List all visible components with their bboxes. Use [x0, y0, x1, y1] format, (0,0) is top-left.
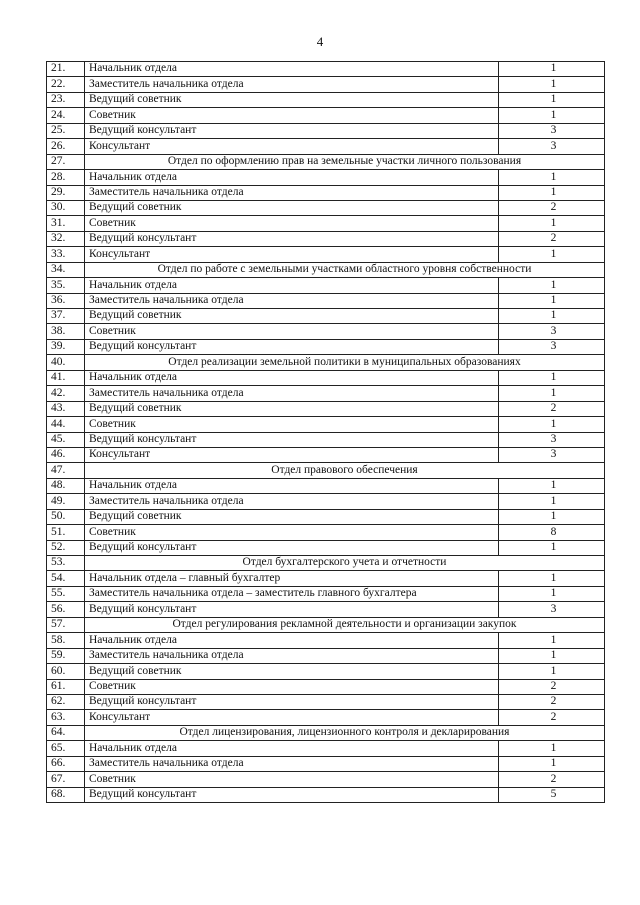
- department-name: Отдел бухгалтерского учета и отчетности: [85, 556, 605, 571]
- position-title: Начальник отдела: [85, 633, 499, 648]
- staff-count: 1: [499, 571, 605, 586]
- row-number: 23.: [47, 92, 85, 107]
- table-row: [47, 540, 605, 555]
- staff-count: 1: [499, 247, 605, 262]
- staff-count: 3: [499, 324, 605, 339]
- department-row: [47, 725, 605, 740]
- row-number: 51.: [47, 525, 85, 540]
- row-number: 54.: [47, 571, 85, 586]
- row-number: 36.: [47, 293, 85, 308]
- position-title: Ведущий консультант: [85, 787, 499, 802]
- row-number: 41.: [47, 370, 85, 385]
- position-title: Ведущий консультант: [85, 339, 499, 354]
- position-title: Ведущий консультант: [85, 123, 499, 138]
- table-row: [47, 123, 605, 138]
- table-row: [47, 339, 605, 354]
- table-row: [47, 62, 605, 77]
- staff-count: 2: [499, 679, 605, 694]
- staff-count: 3: [499, 602, 605, 617]
- table-row: [47, 324, 605, 339]
- row-number: 60.: [47, 664, 85, 679]
- position-title: Ведущий советник: [85, 664, 499, 679]
- staff-count: 1: [499, 185, 605, 200]
- staff-count: 1: [499, 756, 605, 771]
- staff-count: 2: [499, 231, 605, 246]
- staff-count: 5: [499, 787, 605, 802]
- row-number: 38.: [47, 324, 85, 339]
- table-row: [47, 139, 605, 154]
- row-number: 61.: [47, 679, 85, 694]
- position-title: Советник: [85, 772, 499, 787]
- staff-count: 3: [499, 139, 605, 154]
- row-number: 65.: [47, 741, 85, 756]
- table-row: [47, 278, 605, 293]
- position-title: Ведущий консультант: [85, 602, 499, 617]
- table-row: [47, 447, 605, 462]
- row-number: 39.: [47, 339, 85, 354]
- position-title: Заместитель начальника отдела – заместитель главного бухгалтера: [85, 586, 499, 601]
- table-row: [47, 571, 605, 586]
- position-title: Советник: [85, 324, 499, 339]
- position-title: Ведущий консультант: [85, 694, 499, 709]
- staff-count: 1: [499, 92, 605, 107]
- staff-count: 3: [499, 432, 605, 447]
- staff-count: 1: [499, 648, 605, 663]
- row-number: 40.: [47, 355, 85, 370]
- staff-count: 1: [499, 278, 605, 293]
- position-title: Консультант: [85, 447, 499, 462]
- row-number: 31.: [47, 216, 85, 231]
- department-row: [47, 355, 605, 370]
- table-row: [47, 525, 605, 540]
- staff-count: 3: [499, 447, 605, 462]
- table-row: [47, 293, 605, 308]
- row-number: 64.: [47, 725, 85, 740]
- table-row: [47, 679, 605, 694]
- staff-count: 1: [499, 478, 605, 493]
- table-row: [47, 648, 605, 663]
- department-row: [47, 617, 605, 632]
- table-row: [47, 664, 605, 679]
- table-row: [47, 710, 605, 725]
- row-number: 22.: [47, 77, 85, 92]
- row-number: 27.: [47, 154, 85, 169]
- position-title: Консультант: [85, 710, 499, 725]
- position-title: Консультант: [85, 247, 499, 262]
- row-number: 35.: [47, 278, 85, 293]
- position-title: Ведущий советник: [85, 401, 499, 416]
- position-title: Ведущий советник: [85, 309, 499, 324]
- position-title: Заместитель начальника отдела: [85, 386, 499, 401]
- position-title: Заместитель начальника отдела: [85, 494, 499, 509]
- department-name: Отдел реализации земельной политики в муниципальных образованиях: [85, 355, 605, 370]
- department-name: Отдел по оформлению прав на земельные участки личного пользования: [85, 154, 605, 169]
- row-number: 63.: [47, 710, 85, 725]
- table-row: [47, 478, 605, 493]
- position-title: Заместитель начальника отдела: [85, 185, 499, 200]
- staff-count: 2: [499, 772, 605, 787]
- row-number: 46.: [47, 447, 85, 462]
- row-number: 33.: [47, 247, 85, 262]
- staff-count: 1: [499, 494, 605, 509]
- table-row: [47, 185, 605, 200]
- department-name: Отдел по работе с земельными участками областного уровня собственности: [85, 262, 605, 277]
- position-title: Советник: [85, 216, 499, 231]
- position-title: Заместитель начальника отдела: [85, 756, 499, 771]
- row-number: 59.: [47, 648, 85, 663]
- table-row: [47, 741, 605, 756]
- staff-count: 3: [499, 123, 605, 138]
- staff-count: 1: [499, 370, 605, 385]
- department-row: [47, 154, 605, 169]
- staff-count: 2: [499, 694, 605, 709]
- staff-count: 1: [499, 741, 605, 756]
- table-row: [47, 309, 605, 324]
- position-title: Советник: [85, 417, 499, 432]
- staffing-table: [46, 61, 605, 803]
- row-number: 29.: [47, 185, 85, 200]
- table-row: [47, 602, 605, 617]
- department-name: Отдел правового обеспечения: [85, 463, 605, 478]
- table-row: [47, 200, 605, 215]
- row-number: 66.: [47, 756, 85, 771]
- department-row: [47, 262, 605, 277]
- staff-count: 1: [499, 170, 605, 185]
- position-title: Начальник отдела: [85, 170, 499, 185]
- position-title: Ведущий советник: [85, 200, 499, 215]
- position-title: Консультант: [85, 139, 499, 154]
- staff-count: 2: [499, 401, 605, 416]
- position-title: Начальник отдела: [85, 741, 499, 756]
- table-row: [47, 386, 605, 401]
- staff-count: 1: [499, 540, 605, 555]
- position-title: Заместитель начальника отдела: [85, 293, 499, 308]
- table-row: [47, 509, 605, 524]
- staff-count: 3: [499, 339, 605, 354]
- row-number: 49.: [47, 494, 85, 509]
- table-row: [47, 108, 605, 123]
- position-title: Советник: [85, 108, 499, 123]
- table-row: [47, 401, 605, 416]
- page-number: 4: [316, 34, 324, 49]
- position-title: Ведущий советник: [85, 509, 499, 524]
- table-row: [47, 772, 605, 787]
- position-title: Ведущий консультант: [85, 231, 499, 246]
- staff-count: 2: [499, 200, 605, 215]
- row-number: 52.: [47, 540, 85, 555]
- row-number: 56.: [47, 602, 85, 617]
- staff-count: 2: [499, 710, 605, 725]
- staff-count: 1: [499, 664, 605, 679]
- position-title: Начальник отдела – главный бухгалтер: [85, 571, 499, 586]
- table-row: [47, 586, 605, 601]
- department-name: Отдел лицензирования, лицензионного контроля и декларирования: [85, 725, 605, 740]
- staff-count: 1: [499, 108, 605, 123]
- row-number: 45.: [47, 432, 85, 447]
- position-title: Начальник отдела: [85, 62, 499, 77]
- row-number: 50.: [47, 509, 85, 524]
- table-row: [47, 633, 605, 648]
- row-number: 48.: [47, 478, 85, 493]
- staff-count: 1: [499, 62, 605, 77]
- staff-count: 1: [499, 216, 605, 231]
- row-number: 37.: [47, 309, 85, 324]
- position-title: Начальник отдела: [85, 370, 499, 385]
- staff-count: 1: [499, 509, 605, 524]
- row-number: 32.: [47, 231, 85, 246]
- position-title: Начальник отдела: [85, 278, 499, 293]
- staff-count: 8: [499, 525, 605, 540]
- table-row: [47, 231, 605, 246]
- row-number: 57.: [47, 617, 85, 632]
- staff-count: 1: [499, 293, 605, 308]
- table-row: [47, 494, 605, 509]
- row-number: 24.: [47, 108, 85, 123]
- department-name: Отдел регулирования рекламной деятельности и организации закупок: [85, 617, 605, 632]
- table-row: [47, 787, 605, 802]
- department-row: [47, 463, 605, 478]
- position-title: Начальник отдела: [85, 478, 499, 493]
- row-number: 44.: [47, 417, 85, 432]
- table-row: [47, 216, 605, 231]
- department-row: [47, 556, 605, 571]
- staff-count: 1: [499, 386, 605, 401]
- row-number: 26.: [47, 139, 85, 154]
- row-number: 28.: [47, 170, 85, 185]
- staff-count: 1: [499, 586, 605, 601]
- position-title: Советник: [85, 679, 499, 694]
- row-number: 34.: [47, 262, 85, 277]
- table-row: [47, 92, 605, 107]
- staff-count: 1: [499, 633, 605, 648]
- row-number: 43.: [47, 401, 85, 416]
- row-number: 21.: [47, 62, 85, 77]
- position-title: Ведущий консультант: [85, 432, 499, 447]
- position-title: Заместитель начальника отдела: [85, 77, 499, 92]
- row-number: 47.: [47, 463, 85, 478]
- table-row: [47, 370, 605, 385]
- position-title: Ведущий консультант: [85, 540, 499, 555]
- row-number: 55.: [47, 586, 85, 601]
- position-title: Советник: [85, 525, 499, 540]
- staff-count: 1: [499, 417, 605, 432]
- row-number: 68.: [47, 787, 85, 802]
- table-row: [47, 694, 605, 709]
- row-number: 25.: [47, 123, 85, 138]
- table-row: [47, 77, 605, 92]
- position-title: Заместитель начальника отдела: [85, 648, 499, 663]
- table-row: [47, 247, 605, 262]
- row-number: 30.: [47, 200, 85, 215]
- row-number: 42.: [47, 386, 85, 401]
- row-number: 67.: [47, 772, 85, 787]
- row-number: 62.: [47, 694, 85, 709]
- staffing-table-body: [47, 62, 605, 803]
- row-number: 53.: [47, 556, 85, 571]
- position-title: Ведущий советник: [85, 92, 499, 107]
- table-row: [47, 756, 605, 771]
- staff-count: 1: [499, 77, 605, 92]
- table-row: [47, 417, 605, 432]
- table-row: [47, 170, 605, 185]
- staff-count: 1: [499, 309, 605, 324]
- row-number: 58.: [47, 633, 85, 648]
- table-row: [47, 432, 605, 447]
